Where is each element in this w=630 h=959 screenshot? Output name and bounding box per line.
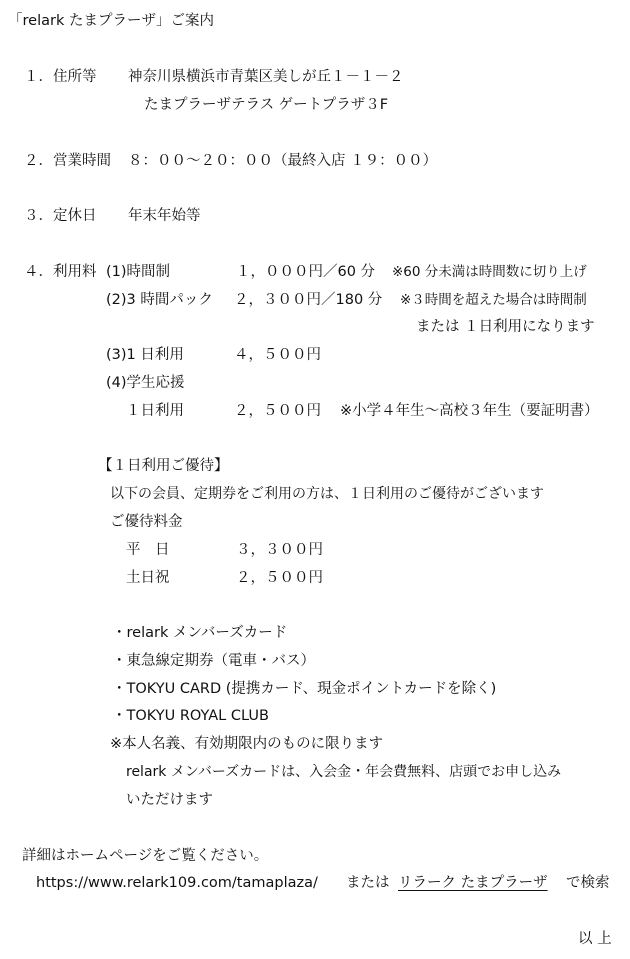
address-line1: 神奈川県横浜市青葉区美しが丘１－１－２ [128, 69, 404, 85]
perks-note: いただけます [126, 792, 213, 808]
fees-label: ４．利用料 [24, 264, 97, 280]
closed-label: ３．定休日 [24, 208, 97, 224]
perk-item: ・東急線定期券（電車・バス） [112, 653, 315, 669]
end-mark: 以 上 [578, 931, 612, 947]
weekday-label: 平 日 [126, 542, 170, 558]
plan2-price: ２，３００円／180 分 [234, 292, 383, 308]
perks-note: relark メンバーズカードは、入会金・年会費無料、店頭でお申し込み [126, 764, 562, 780]
hours-value: ８：００～２０：００（最終入店 １９：００） [128, 153, 438, 169]
closed-value: 年末年始等 [128, 208, 201, 224]
address-line2: たまプラーザテラス ゲートプラザ３F [144, 97, 389, 113]
plan2-name: (2)3 時間パック [106, 292, 213, 308]
search-suffix: で検索 [566, 875, 610, 891]
perk-item: ・relark メンバーズカード [112, 625, 288, 641]
weekday-price: ３，３００円 [236, 542, 323, 558]
page-title: 「relark たまプラーザ」ご案内 [8, 13, 214, 29]
plan4-price: ２，５００円 [234, 403, 321, 419]
footer-or: または [346, 875, 390, 891]
plan1-note: ※60 分未満は時間数に切り上げ [392, 264, 587, 280]
plan4-note: ※小学４年生～高校３年生（要証明書） [340, 403, 599, 419]
plan4-sub: １日利用 [126, 403, 184, 419]
search-term-link[interactable]: リラーク たまプラーザ [398, 875, 548, 891]
plan2-note2: または １日利用になります [416, 319, 595, 335]
hours-label: ２．営業時間 [24, 153, 111, 169]
plan3-name: (3)1 日利用 [106, 347, 184, 363]
perks-heading: 【１日利用ご優待】 [98, 458, 229, 474]
weekend-price: ２，５００円 [236, 570, 323, 586]
perk-item: ・TOKYU ROYAL CLUB [112, 708, 269, 724]
plan1-name: (1)時間制 [106, 264, 171, 280]
weekend-label: 土日祝 [126, 570, 170, 586]
website-url[interactable]: https://www.relark109.com/tamaplaza/ [36, 875, 318, 891]
perks-note: ※本人名義、有効期限内のものに限ります [110, 736, 384, 752]
plan1-price: １，０００円／60 分 [236, 264, 376, 280]
perks-description: 以下の会員、定期券をご利用の方は、１日利用のご優待がございます [110, 486, 544, 502]
plan2-note1: ※３時間を超えた場合は時間制 [400, 292, 587, 308]
footer-detail: 詳細はホームページをご覧ください。 [22, 848, 269, 864]
address-label: １．住所等 [24, 69, 97, 85]
plan4-name: (4)学生応援 [106, 375, 185, 391]
plan3-price: ４，５００円 [234, 347, 321, 363]
perks-price-title: ご優待料金 [110, 514, 183, 530]
perk-item: ・TOKYU CARD (提携カード、現金ポイントカードを除く) [112, 681, 497, 697]
